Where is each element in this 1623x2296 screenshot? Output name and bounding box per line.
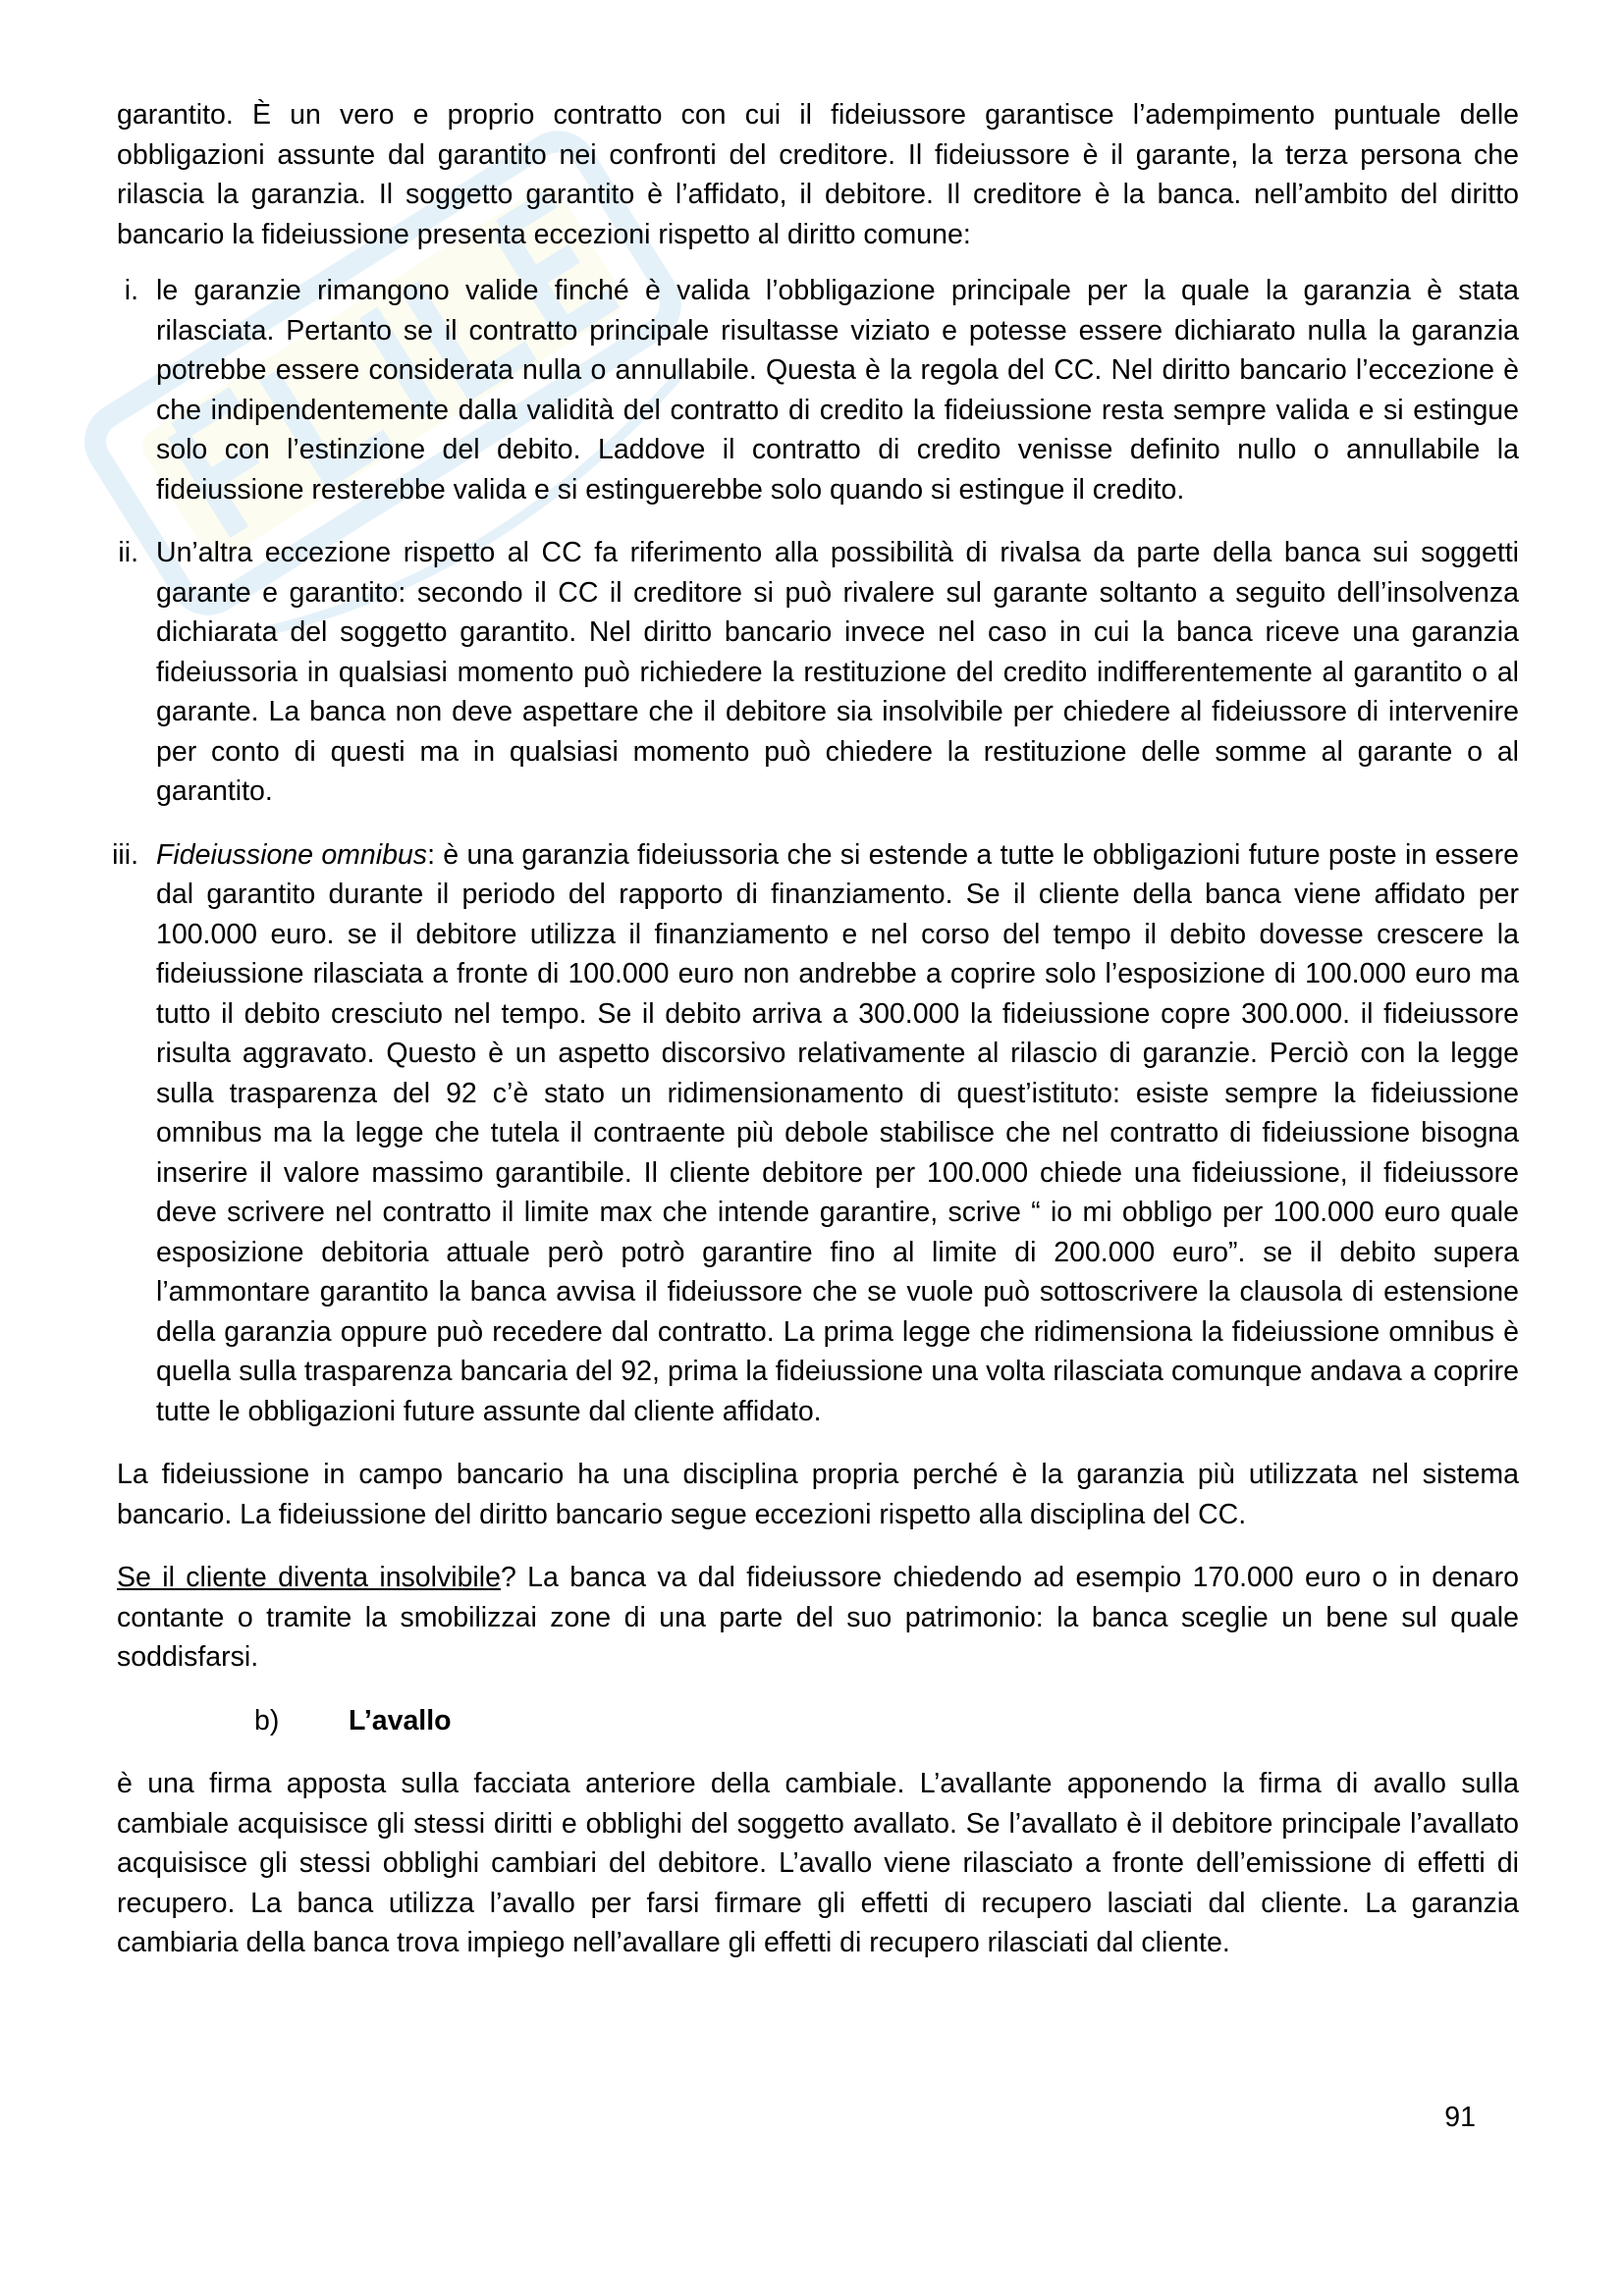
section-heading: [117, 1701, 1519, 1741]
list-item-text: le garanzie rimangono valide finché è valida l’obbligazione principale per la quale la garanzia è stata rilasciata. Pertanto se il contratto principale risultasse viziato e potesse essere dichiarato nulla la garanzia potrebbe essere considerata nulla o annullabile. Questa è la regola del CC. Nel diritto bancario l’eccezione è che indipendentemente dalla validità del contratto di credito la fideiussione resta sempre valida e si estingue solo con l’estinzione del debito. Laddove il contratto di credito venisse definito nullo o annullabile la fideiussione resterebbe valida e si estinguerebbe solo quando si estingue il credito.: [156, 275, 1519, 506]
list-item-term: Fideiussione omnibus: [156, 838, 428, 871]
avallo-paragraph: è una firma apposta sulla facciata anteriore della cambiale. L’avallante apponendo la firma di avallo sulla cambiale acquisisce gli stessi diritti e obblighi del soggetto avallato. Se l’avallato è il debitore principale l’avallato acquisisce gli stessi obblighi cambiari del debitore. L’avallo viene rilasciato a fronte dell’emissione di effetti di recupero. La banca utilizza l’avallo per farsi firmare gli effetti di recupero lasciati dal cliente. La garanzia cambiaria della banca trova impiego nell’avallare gli effetti di recupero rilasciati dal cliente.: [117, 1768, 1519, 1958]
section-heading-letter: b): [254, 1704, 280, 1736]
insolvency-answer: ? La banca va dal fideiussore chiedendo ad esempio 170.000 euro o in denaro contante o tramite la smobilizzai zone di una parte del suo patrimonio: la banca sceglie un bene sul quale soddisfarsi.: [117, 1562, 1519, 1673]
list-item: [117, 271, 1519, 509]
exceptions-list: [112, 271, 1519, 1431]
list-item: [117, 533, 1519, 812]
list-item-number: ii.: [118, 537, 138, 568]
list-item-text: Un’altra eccezione rispetto al CC fa riferimento alla possibilità di rivalsa da parte della banca sui soggetti garante e garantito: secondo il CC il creditore si può rivalere sul garante soltanto a seguito dell’insolvenza dichiarata del soggetto garantito. Nel diritto bancario invece nel caso in cui la banca riceve una garanzia fideiussoria in qualsiasi momento può richiedere la restituzione del credito indifferentemente al garantito o al garante. La banca non deve aspettare che il debitore sia insolvibile per chiedere al fideiussore di intervenire per conto di questi ma in qualsiasi momento può chiedere la restituzione delle somme al garante o al garantito.: [156, 537, 1519, 807]
insolvency-paragraph: [117, 1558, 1519, 1678]
list-item-number: i.: [124, 275, 138, 306]
insolvency-question: Se il cliente diventa insolvibile: [117, 1562, 501, 1593]
intro-paragraph: garantito. È un vero e proprio contratto con cui il fideiussore garantisce l’adempimento puntuale delle obbligazioni assunte dal garantito nei confronti del creditore. Il fideiussore è il garante, la terza persona che rilascia la garanzia. Il soggetto garantito è l’affidato, il debitore. Il creditore è la banca. nell’ambito del diritto bancario la fideiussione presenta eccezioni rispetto al diritto comune:: [117, 99, 1519, 250]
list-item-number: iii.: [112, 838, 138, 871]
document-body: [112, 95, 1519, 1963]
section-heading-title: L’avallo: [349, 1704, 452, 1736]
list-item-text: : è una garanzia fideiussoria che si estende a tutte le obbligazioni future poste in essere dal garantito durante il periodo del rapporto di finanziamento. Se il cliente della banca viene affidato per 100.000 euro. se il debitore utilizza il finanziamento e nel corso del tempo il debito dovesse crescere la fideiussione rilasciata a fronte di 100.000 euro non andrebbe a coprire solo l’esposizione di 100.000 euro ma tutto il debito cresciuto nel tempo. Se il debito arriva a 300.000 la fideiussione copre 300.000. il fideiussore risulta aggravato. Questo è un aspetto discorsivo relativamente al rilascio di garanzie. Perciò con la legge sulla trasparenza del 92 c’è stato un ridimensionamento di quest’istituto: esiste sempre la fideiussione omnibus ma la legge che tutela il contraente più debole stabilisce che nel contratto di fideiussione bisogna inserire il valore massimo garantibile. Il cliente debitore per 100.000 chiede una fideiussione, il fideiussore deve scrivere nel contratto il limite max che intende garantire, scrive “ io mi obbligo per 100.000 euro quale esposizione debitoria attuale però potrò garantire fino al limite di 200.000 euro”. se il debito supera l’ammontare garantito la banca avvisa il fideiussore che se vuole può sottoscrivere la clausola di estensione della garanzia oppure può recedere dal contratto. La prima legge che ridimensiona la fideiussione omnibus è quella sulla trasparenza bancaria del 92, prima la fideiussione una volta rilasciata comunque andava a coprire tutte le obbligazioni future assunte dal cliente affidato.: [156, 838, 1519, 1427]
list-item: [112, 835, 1519, 1432]
bank-discipline-paragraph: La fideiussione in campo bancario ha una disciplina propria perché è la garanzia più utilizzata nel sistema bancario. La fideiussione del diritto bancario segue eccezioni rispetto alla disciplina del CC.: [117, 1459, 1519, 1530]
page-number: 91: [1444, 2102, 1476, 2133]
